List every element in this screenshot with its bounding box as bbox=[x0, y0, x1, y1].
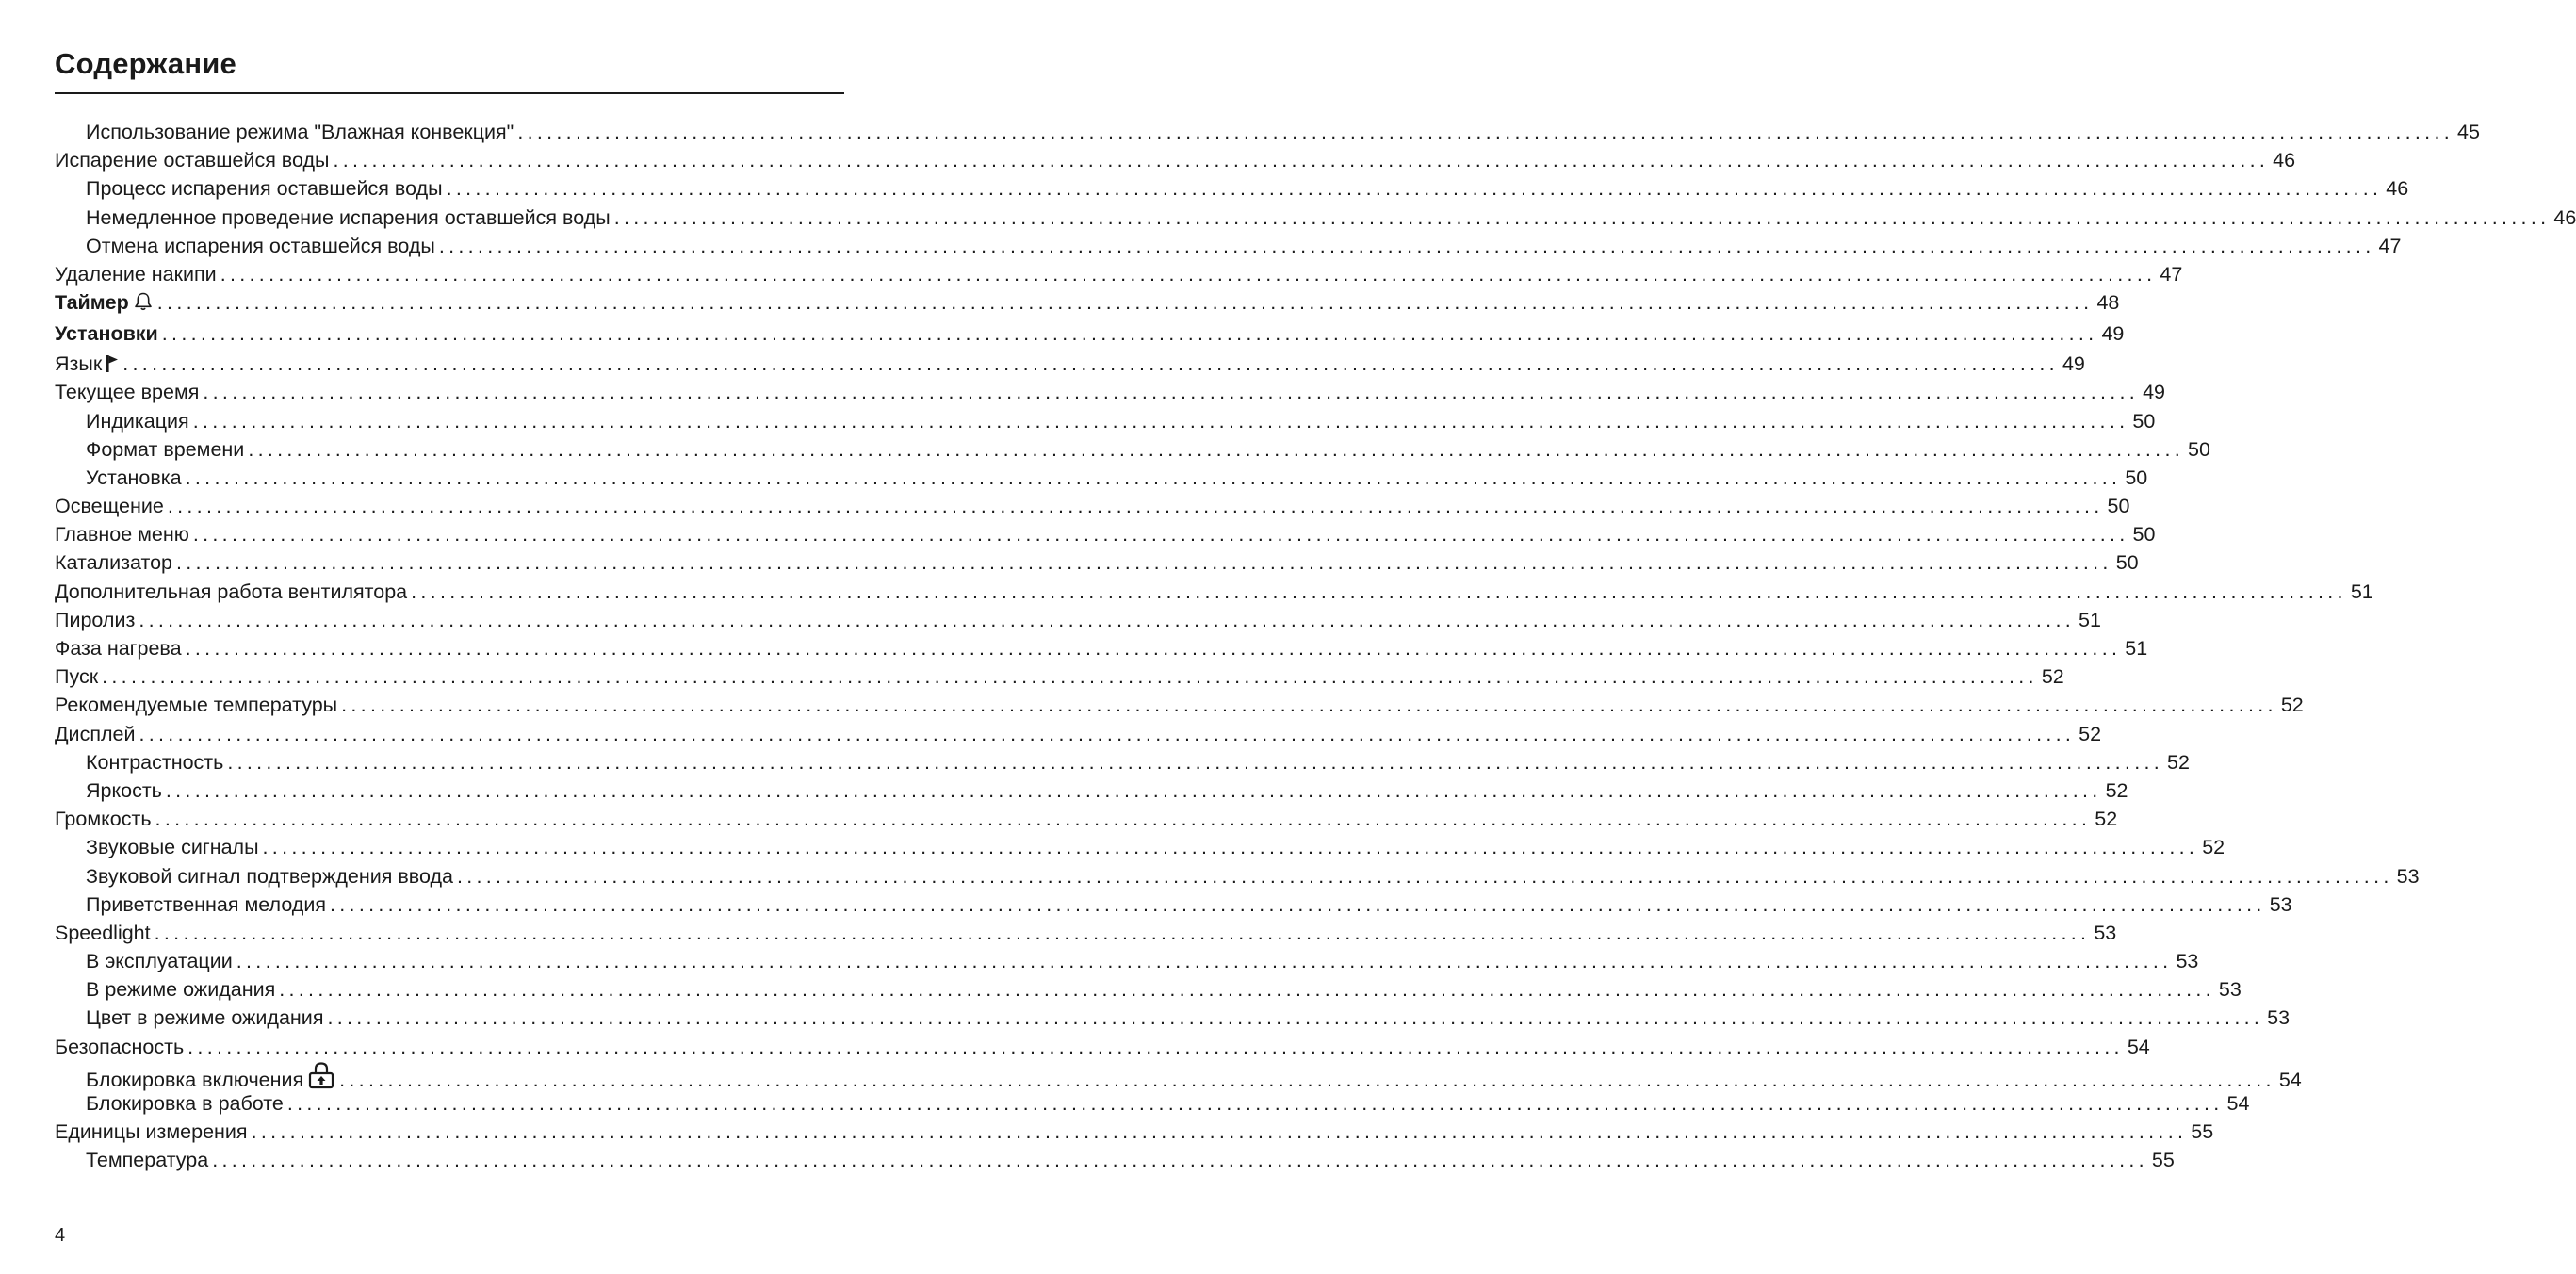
toc-entry-label bbox=[55, 720, 139, 748]
toc-entry-label bbox=[55, 662, 102, 691]
toc-entry-page: 53 bbox=[2396, 864, 2420, 888]
toc-entry-label bbox=[86, 833, 263, 861]
toc-entry-page: 52 bbox=[2079, 722, 2102, 745]
toc-entry-label bbox=[86, 435, 248, 464]
toc-entry-text: Рекомендуемые температуры bbox=[55, 694, 338, 717]
toc-entry-page: 49 bbox=[2143, 381, 2165, 404]
dot-leader: ........................................................................................................................................................................................................ bbox=[517, 121, 2454, 143]
toc-entry-page: 52 bbox=[2041, 665, 2064, 689]
dot-leader: ........................................................................................................................................................................................................ bbox=[333, 149, 2270, 172]
toc-entry bbox=[55, 204, 2576, 232]
toc-entry bbox=[55, 232, 2402, 260]
toc-entry-text: Удаление накипи bbox=[55, 262, 217, 286]
dot-leader: ........................................................................................................................................................................................................ bbox=[154, 921, 2091, 944]
toc-entry bbox=[55, 691, 2304, 719]
toc-entry-text: Катализатор bbox=[55, 551, 172, 575]
toc-entry-text: Звуковой сигнал подтверждения ввода bbox=[86, 864, 453, 888]
dot-leader: ........................................................................................................................................................................................................ bbox=[279, 978, 2215, 1002]
toc-entry-label bbox=[55, 805, 155, 833]
toc-entry bbox=[55, 947, 2199, 975]
toc-entry-label bbox=[86, 748, 227, 776]
toc-entry-text: Освещение bbox=[55, 495, 164, 518]
dot-leader: ........................................................................................................................................................................................................ bbox=[161, 321, 2098, 345]
toc-entry-text: Процесс испарения оставшейся воды bbox=[86, 177, 443, 201]
toc-entry-label bbox=[55, 260, 220, 288]
toc-entry-label bbox=[55, 691, 341, 719]
toc-entry-text: Яркость bbox=[86, 778, 162, 802]
toc-entry bbox=[55, 548, 2139, 577]
table-of-contents bbox=[55, 118, 2576, 1175]
toc-entry-text: Дисплей bbox=[55, 722, 136, 745]
toc-entry bbox=[55, 776, 2128, 805]
dot-leader: ........................................................................................................................................................................................................ bbox=[102, 665, 2038, 689]
toc-entry-text: Звуковые сигналы bbox=[86, 836, 259, 859]
toc-entry bbox=[55, 1146, 2175, 1174]
toc-entry-text: Язык bbox=[55, 352, 103, 376]
toc-entry-page: 50 bbox=[2132, 523, 2156, 547]
dot-leader: ........................................................................................................................................................................................................ bbox=[122, 352, 2059, 376]
toc-entry-text: Дополнительная работа вентилятора bbox=[55, 580, 408, 603]
toc-entry bbox=[55, 919, 2117, 947]
toc-entry bbox=[55, 634, 2148, 662]
dot-leader: ........................................................................................................................................................................................................ bbox=[185, 466, 2122, 489]
toc-entry-label bbox=[86, 776, 166, 805]
toc-entry-text: Цвет в режиме ожидания bbox=[86, 1006, 324, 1030]
toc-entry-label bbox=[86, 118, 517, 146]
dot-leader: ........................................................................................................................................................................................................ bbox=[456, 864, 2393, 888]
toc-entry-label bbox=[55, 919, 155, 947]
dot-leader: ........................................................................................................................................................................................................ bbox=[192, 409, 2129, 433]
dot-leader: ........................................................................................................................................................................................................ bbox=[227, 750, 2164, 774]
toc-entry-text: Пуск bbox=[55, 665, 99, 689]
toc-entry-page: 55 bbox=[2191, 1120, 2214, 1144]
dot-leader: ........................................................................................................................................................................................................ bbox=[613, 205, 2551, 229]
toc-entry-page: 55 bbox=[2151, 1149, 2175, 1172]
toc-entry bbox=[55, 260, 2183, 288]
toc-entry bbox=[55, 1004, 2291, 1032]
toc-entry-label bbox=[55, 288, 157, 319]
toc-entry-label bbox=[55, 520, 193, 548]
toc-entry-page: 52 bbox=[2280, 694, 2304, 717]
toc-entry-page: 52 bbox=[2167, 750, 2190, 774]
dot-leader: ........................................................................................................................................................................................................ bbox=[156, 291, 2094, 315]
toc-entry-text: Блокировка в работе bbox=[86, 1092, 284, 1115]
toc-entry-label bbox=[55, 606, 139, 634]
toc-entry-page: 48 bbox=[2096, 291, 2120, 315]
toc-entry-text: Пиролиз bbox=[55, 608, 136, 631]
toc-entry bbox=[55, 319, 2125, 351]
toc-entry-page: 53 bbox=[2094, 921, 2117, 944]
dot-leader: ........................................................................................................................................................................................................ bbox=[155, 808, 2092, 831]
dot-leader: ........................................................................................................................................................................................................ bbox=[176, 551, 2112, 575]
toc-entry-label bbox=[86, 407, 193, 435]
dot-leader: ........................................................................................................................................................................................................ bbox=[411, 580, 2347, 603]
toc-entry-label bbox=[55, 548, 176, 577]
toc-entry-page: 47 bbox=[2378, 234, 2402, 257]
toc-entry-page: 50 bbox=[2125, 466, 2148, 489]
toc-entry-text: Приветственная мелодия bbox=[86, 892, 326, 916]
toc-entry-label bbox=[86, 862, 457, 890]
flag-icon bbox=[106, 352, 119, 381]
toc-entry-label bbox=[55, 319, 162, 348]
toc-entry-page: 52 bbox=[2202, 836, 2225, 859]
dot-leader: ........................................................................................................................................................................................................ bbox=[248, 437, 2184, 461]
toc-entry bbox=[55, 350, 2085, 378]
toc-entry-text: В эксплуатации bbox=[86, 950, 233, 973]
toc-entry-page: 49 bbox=[2062, 352, 2085, 376]
toc-entry-label bbox=[55, 1033, 187, 1061]
dot-leader: ........................................................................................................................................................................................................ bbox=[185, 637, 2122, 660]
dot-leader: ........................................................................................................................................................................................................ bbox=[251, 1120, 2188, 1144]
toc-entry bbox=[55, 862, 2420, 890]
dot-leader: ........................................................................................................................................................................................................ bbox=[341, 694, 2277, 717]
dot-leader: ........................................................................................................................................................................................................ bbox=[212, 1149, 2148, 1172]
dot-leader: ........................................................................................................................................................................................................ bbox=[167, 495, 2104, 518]
dot-leader: ........................................................................................................................................................................................................ bbox=[203, 381, 2140, 404]
toc-entry-label bbox=[55, 146, 333, 174]
toc-entry-text: Температура bbox=[86, 1149, 209, 1172]
toc-entry-page: 54 bbox=[2278, 1068, 2302, 1091]
dot-leader: ........................................................................................................................................................................................................ bbox=[339, 1068, 2275, 1091]
dot-leader: ........................................................................................................................................................................................................ bbox=[438, 234, 2375, 257]
toc-entry bbox=[55, 288, 2120, 319]
toc-entry bbox=[55, 1089, 2250, 1118]
toc-entry-label bbox=[55, 634, 186, 662]
toc-entry-page: 51 bbox=[2079, 608, 2101, 631]
toc-entry-page: 47 bbox=[2160, 262, 2183, 286]
toc-entry-label bbox=[86, 947, 236, 975]
toc-entry-label bbox=[86, 174, 447, 203]
toc-entry bbox=[55, 578, 2373, 606]
dot-leader: ........................................................................................................................................................................................................ bbox=[220, 262, 2157, 286]
toc-entry bbox=[55, 1061, 2302, 1091]
toc-entry bbox=[55, 975, 2242, 1004]
dot-leader: ........................................................................................................................................................................................................ bbox=[139, 608, 2076, 631]
dot-leader: ........................................................................................................................................................................................................ bbox=[236, 950, 2173, 973]
toc-entry-text: Speedlight bbox=[55, 921, 151, 944]
toc-entry-text: Безопасность bbox=[55, 1035, 185, 1058]
toc-entry-label bbox=[55, 350, 122, 381]
toc-entry-page: 49 bbox=[2101, 321, 2125, 345]
toc-entry-text: Испарение оставшейся воды bbox=[55, 149, 330, 172]
toc-entry bbox=[55, 407, 2156, 435]
toc-entry-text: Таймер bbox=[55, 291, 129, 315]
toc-entry-page: 52 bbox=[2105, 778, 2128, 802]
toc-entry-label bbox=[55, 1118, 252, 1146]
toc-entry-page: 53 bbox=[2269, 892, 2292, 916]
toc-entry-page: 54 bbox=[2226, 1092, 2250, 1115]
toc-entry bbox=[55, 662, 2064, 691]
toc-entry-text: Индикация bbox=[86, 409, 189, 433]
dot-leader: ........................................................................................................................................................................................................ bbox=[446, 177, 2383, 201]
toc-entry bbox=[55, 146, 2296, 174]
toc-entry bbox=[55, 606, 2101, 634]
toc-entry-label bbox=[86, 975, 279, 1004]
toc-entry-page: 51 bbox=[2350, 580, 2373, 603]
page-number: 4 bbox=[55, 1225, 66, 1246]
toc-entry-label bbox=[55, 492, 168, 520]
toc-entry-page: 52 bbox=[2095, 808, 2118, 831]
toc-entry-page: 54 bbox=[2127, 1035, 2150, 1058]
toc-entry bbox=[55, 890, 2292, 919]
toc-entry-label bbox=[86, 1089, 287, 1118]
toc-entry bbox=[55, 378, 2165, 406]
toc-entry-page: 46 bbox=[2273, 149, 2296, 172]
toc-entry bbox=[55, 748, 2190, 776]
dot-leader: ........................................................................................................................................................................................................ bbox=[330, 892, 2266, 916]
toc-entry-text: Использование режима "Влажная конвекция" bbox=[86, 121, 514, 143]
toc-entry-text: Установка bbox=[86, 466, 182, 489]
toc-entry-text: Контрастность bbox=[86, 750, 224, 774]
toc-entry bbox=[55, 833, 2225, 861]
dot-leader: ........................................................................................................................................................................................................ bbox=[139, 722, 2076, 745]
toc-entry bbox=[55, 1118, 2214, 1146]
toc-entry-page: 46 bbox=[2553, 205, 2576, 229]
toc-entry-page: 45 bbox=[2457, 121, 2480, 143]
toc-entry-label bbox=[55, 578, 411, 606]
toc-entry bbox=[55, 1033, 2150, 1061]
toc-entry-text: Отмена испарения оставшейся воды bbox=[86, 234, 435, 257]
toc-entry-text: Блокировка включения bbox=[86, 1068, 304, 1091]
toc-entry-page: 51 bbox=[2125, 637, 2148, 660]
toc-entry-text: Фаза нагрева bbox=[55, 637, 182, 660]
toc-entry bbox=[55, 805, 2118, 833]
toc-entry-text: Немедленное проведение испарения оставшейся воды bbox=[86, 205, 611, 229]
toc-entry-text: Текущее время bbox=[55, 381, 200, 404]
dot-leader: ........................................................................................................................................................................................................ bbox=[286, 1092, 2224, 1115]
toc-entry-text: В режиме ожидания bbox=[86, 978, 276, 1002]
toc-entry bbox=[55, 435, 2210, 464]
toc-entry-text: Главное меню bbox=[55, 523, 189, 547]
toc-entry-label bbox=[86, 1004, 327, 1032]
toc-entry-text: Формат времени bbox=[86, 437, 245, 461]
dot-leader: ........................................................................................................................................................................................................ bbox=[187, 1035, 2124, 1058]
toc-entry-page: 53 bbox=[2267, 1006, 2291, 1030]
toc-entry-label bbox=[86, 464, 186, 492]
toc-entry bbox=[55, 118, 2480, 146]
toc-entry-page: 50 bbox=[2132, 409, 2156, 433]
dot-leader: ........................................................................................................................................................................................................ bbox=[192, 523, 2129, 547]
toc-entry-label bbox=[86, 232, 439, 260]
toc-entry bbox=[55, 174, 2409, 203]
toc-entry-page: 53 bbox=[2218, 978, 2242, 1002]
bell-icon bbox=[133, 291, 154, 319]
toc-entry-text: Громкость bbox=[55, 808, 152, 831]
toc-entry-label bbox=[86, 1146, 212, 1174]
toc-entry-page: 50 bbox=[2107, 495, 2130, 518]
title-divider bbox=[55, 92, 844, 94]
toc-entry bbox=[55, 464, 2148, 492]
toc-entry bbox=[55, 492, 2130, 520]
toc-entry bbox=[55, 520, 2156, 548]
toc-entry-label bbox=[55, 378, 203, 406]
dot-leader: ........................................................................................................................................................................................................ bbox=[165, 778, 2102, 802]
dot-leader: ........................................................................................................................................................................................................ bbox=[262, 836, 2199, 859]
toc-entry-page: 53 bbox=[2176, 950, 2199, 973]
toc-entry-label bbox=[86, 890, 330, 919]
dot-leader: ........................................................................................................................................................................................................ bbox=[327, 1006, 2264, 1030]
toc-entry-text: Установки bbox=[55, 321, 158, 345]
page-title: Содержание bbox=[55, 47, 236, 80]
toc-entry-text: Единицы измерения bbox=[55, 1120, 248, 1144]
toc-entry-page: 50 bbox=[2188, 437, 2210, 461]
toc-entry-label bbox=[86, 204, 614, 232]
toc-entry-page: 50 bbox=[2115, 551, 2139, 575]
toc-entry bbox=[55, 720, 2102, 748]
toc-entry-page: 46 bbox=[2386, 177, 2409, 201]
